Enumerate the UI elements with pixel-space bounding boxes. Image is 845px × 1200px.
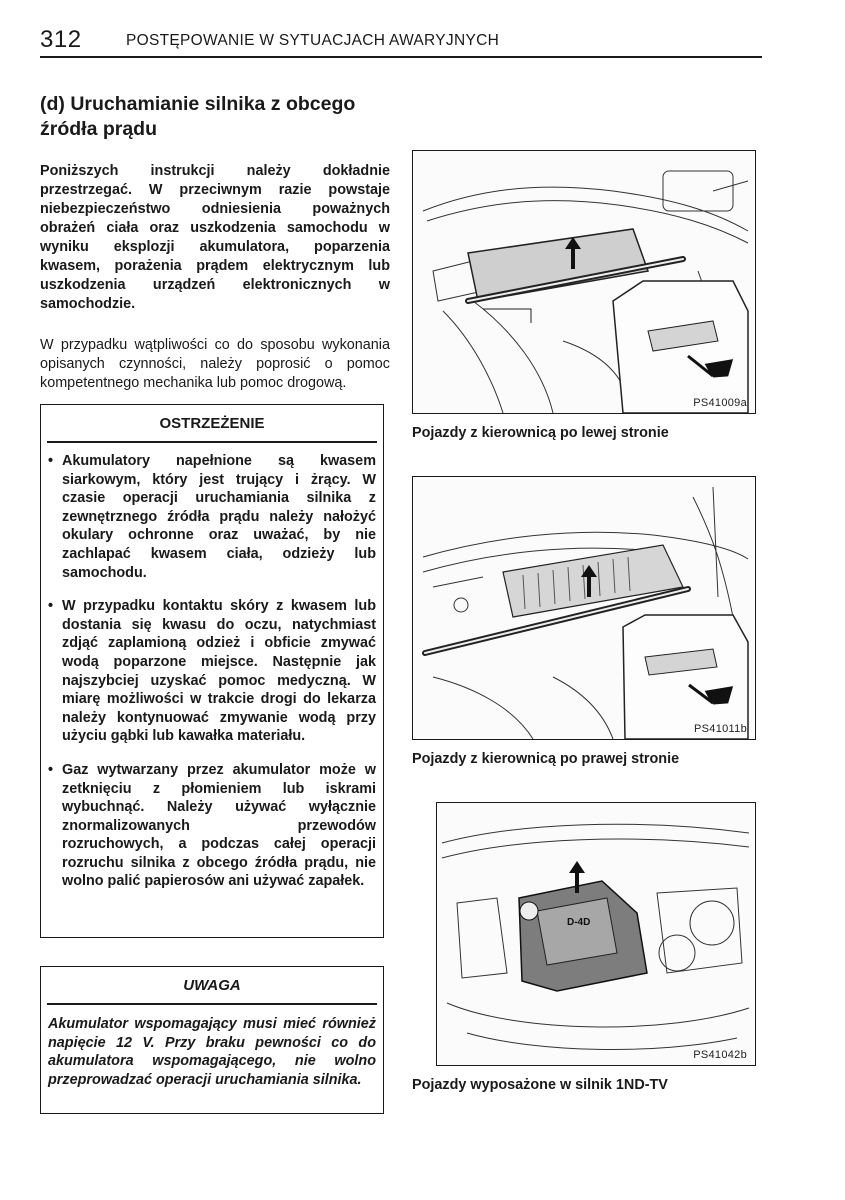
engine-cover-illustration (437, 803, 755, 1065)
figure-1ndtv-engine (436, 802, 756, 1066)
engine-bay-illustration (413, 477, 755, 739)
warning-item (48, 452, 376, 582)
warning-heading: OSTRZEŻENIE (159, 415, 265, 432)
warning-list (48, 452, 376, 891)
page-header (40, 26, 762, 58)
figure-rhd-cowl (412, 476, 756, 740)
figure-caption: Pojazdy z kierownicą po prawej stronie (412, 751, 680, 767)
warning-box (40, 404, 384, 938)
warning-item-text: Akumulatory napełnione są kwasem siarkowym, który jest trujący i żrący. W czasie operacji uruchamiania silnika z zewnętrznego źródła prądu należy nałożyć okulary ochronne oraz uważać, by nie zachlapać kwasem ciała, odzieży lub samochodu. (62, 453, 376, 581)
engine-bay-illustration (413, 151, 755, 413)
figure-lhd-cowl (412, 150, 756, 414)
bullet-dot: • (48, 453, 54, 469)
figure-code: PS41011b (694, 723, 747, 735)
section-title: POSTĘPOWANIE W SYTUACJACH AWARYJNYCH (126, 32, 500, 49)
note-box (40, 966, 384, 1114)
warning-item (48, 761, 376, 891)
bullet-dot: • (48, 598, 54, 615)
bullet-dot: • (48, 761, 54, 778)
note-heading: UWAGA (183, 977, 241, 994)
note-divider (47, 1003, 377, 1005)
svg-text:D-4D: D-4D (567, 917, 591, 928)
page-title: (d) Uruchamianie silnika z obcego źródła prądu (40, 93, 356, 140)
warning-item (48, 597, 376, 746)
intro-warning-paragraph: Poniższych instrukcji należy dokładnie przestrzegać. W przeciwnym razie powstaje niebezpieczeństwo odniesienia poważnych obrażeń ciała oraz uszkodzenia samochodu w wyniku eksplozji akumulatora, poparzenia kwasem, porażenia prądem elektrycznym lub uszkodzenia urządzeń elektronicznych w samochodzie. (40, 163, 390, 312)
intro-help-paragraph: W przypadku wątpliwości co do sposobu wykonania opisanych czynności, należy poprosić o pomoc kompetentnego mechanika lub pomoc drogową. (40, 337, 390, 391)
figure-caption: Pojazdy z kierownicą po lewej stronie (412, 425, 669, 441)
page-number: 312 (40, 26, 82, 53)
figure-code: PS41009a (693, 397, 747, 409)
figure-caption: Pojazdy wyposażone w silnik 1ND-TV (412, 1077, 668, 1093)
figure-code: PS41042b (693, 1049, 747, 1061)
warning-item-text: W przypadku kontaktu skóry z kwasem lub dostania się kwasu do oczu, natychmiast zdjąć zaplamioną odzież i obficie zmywać wodą poparzone miejsce. Następnie jak najszybciej uzyskać pomoc medyczną. W miarę możliwości w trakcie drogi do lekarza należy kontynuować zmywanie wodą przy użyciu gąbki lub kawałka materiału. (62, 598, 376, 745)
intro-column (40, 92, 390, 393)
note-text: Akumulator wspomagający musi mieć również napięcie 12 V. Przy braku pewności co do akumulatora wspomagającego, nie wolno przeprowadzać operacji uruchamiania silnika. (48, 1016, 376, 1088)
warning-divider (47, 441, 377, 443)
warning-item-text: Gaz wytwarzany przez akumulator może w zetknięciu z płomieniem lub iskrami wybuchnąć. Należy używać wyłącznie znormalizowanych przewodów rozruchowych, a podczas całej operacji rozruchu silnika z obcego źródła prądu, nie wolno palić papierosów ani używać zapałek. (62, 761, 376, 890)
